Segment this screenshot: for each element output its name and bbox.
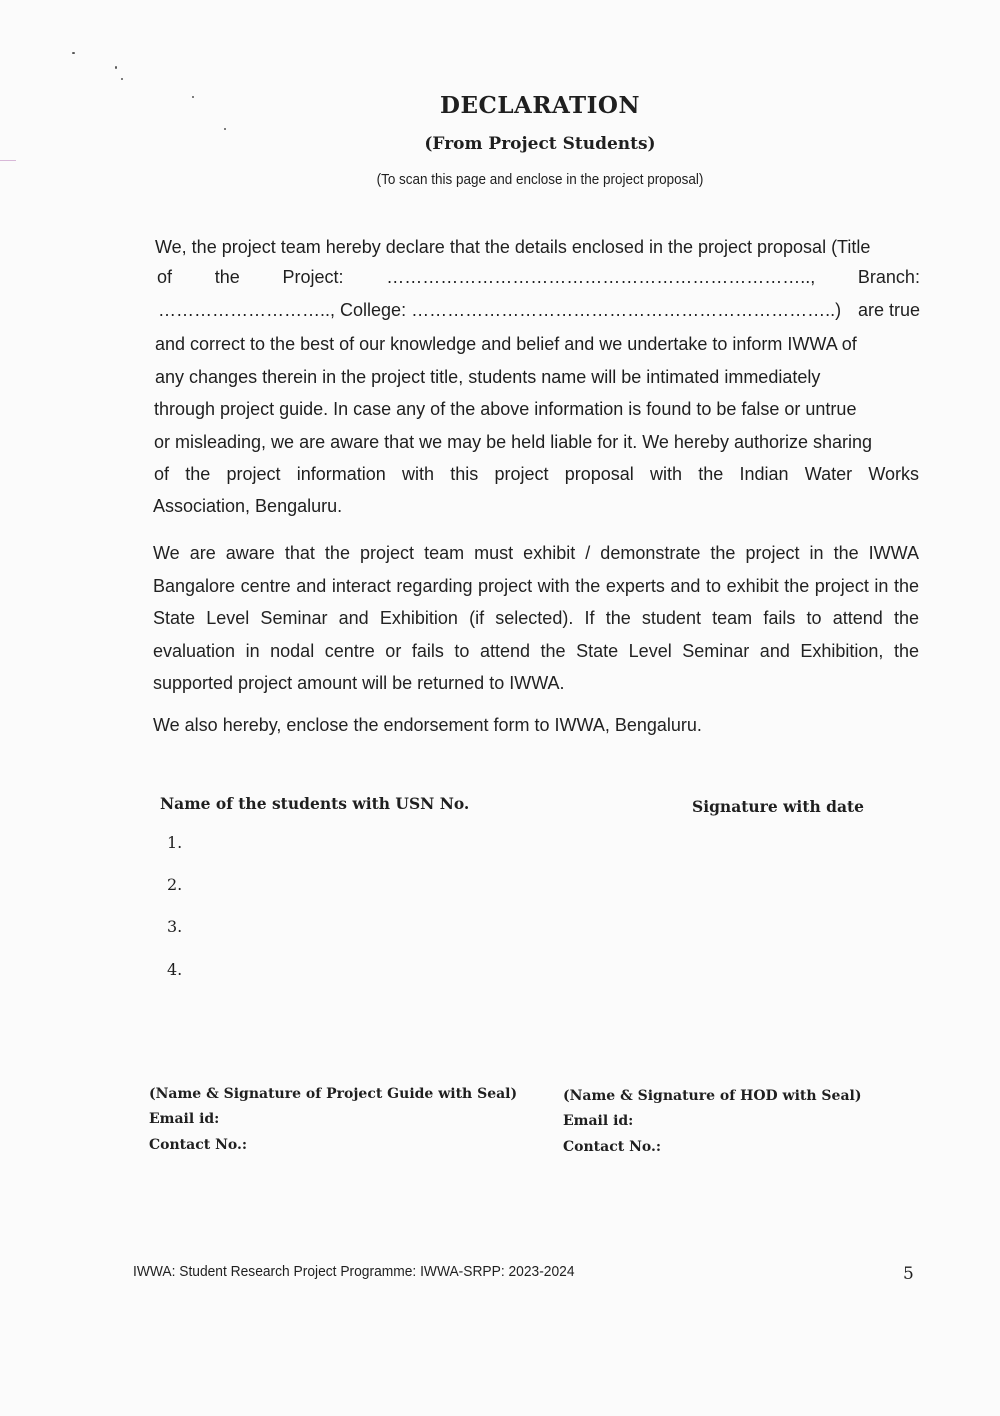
scan-instruction: (To scan this page and enclose in the project proposal) <box>376 172 704 188</box>
declaration-line-4: and correct to the best of our knowledge and belief and we undertake to inform IWWA of <box>155 334 857 354</box>
declaration-line-2 <box>155 267 920 288</box>
guide-signature-title: (Name & Signature of Project Guide with Seal) <box>149 1086 518 1102</box>
declaration-line-7: or misleading, we are aware that we may be held liable for it. We hereby authorize sharing <box>154 432 873 452</box>
declaration-line-3 <box>158 300 920 321</box>
word-of: of <box>157 267 173 287</box>
scan-speck <box>115 66 117 69</box>
footer-programme: IWWA: Student Research Project Programme: IWWA-SRPP: 2023-2024 <box>133 1263 575 1280</box>
scan-speck <box>72 52 75 54</box>
student-row-number: 3. <box>167 917 183 936</box>
hod-signature-title: (Name & Signature of HOD with Seal) <box>563 1088 862 1104</box>
college-blank: ……………………………………………………………..) <box>411 300 842 320</box>
word-the: the <box>214 267 240 287</box>
hod-email-label: Email id: <box>563 1113 634 1129</box>
declaration-line-5: any changes therein in the project title, students name will be intimated immediately <box>155 367 821 387</box>
page-subtitle: (From Project Students) <box>424 134 656 154</box>
declaration-line-1: We, the project team hereby declare that the details enclosed in the project proposal (Title <box>155 237 871 257</box>
scan-edge-mark <box>0 160 16 161</box>
paragraph-exhibition: We are aware that the project team must exhibit / demonstrate the project in the IWWA Bangalore centre and interact regarding project with the experts and to exhibit the project in the State Level Seminar and Exhibition (if selected). If the student team fails to attend the evaluation in nodal centre or fails to attend the State Level Seminar and Exhibition, the supported project amount will be returned to IWWA. <box>153 543 919 693</box>
label-project: Project: <box>282 267 344 287</box>
page-title: DECLARATION <box>440 92 640 119</box>
guide-contact-label: Contact No.: <box>149 1137 247 1153</box>
scan-speck <box>224 128 226 130</box>
students-name-header: Name of the students with USN No. <box>160 794 470 813</box>
student-row-number: 1. <box>167 833 183 852</box>
are-true-text: are true <box>857 300 920 320</box>
paragraph-endorsement: We also hereby, enclose the endorsement form to IWWA, Bengaluru. <box>153 715 702 735</box>
declaration-line-9: Association, Bengaluru. <box>153 496 343 516</box>
student-row-number: 2. <box>167 875 183 894</box>
guide-email-label: Email id: <box>149 1111 220 1127</box>
student-row-number: 4. <box>167 960 183 979</box>
project-title-blank: …………………………………………………………….., <box>386 267 816 287</box>
hod-contact-label: Contact No.: <box>563 1139 661 1155</box>
page-number: 5 <box>903 1264 914 1284</box>
declaration-line-6: through project guide. In case any of the above information is found to be false or untrue <box>154 399 857 419</box>
label-college: College: <box>340 300 407 320</box>
declaration-line-8 <box>154 464 919 485</box>
scan-speck <box>121 78 123 80</box>
label-branch: Branch: <box>857 267 920 287</box>
signature-header: Signature with date <box>692 797 865 816</box>
branch-blank: ……………………….., <box>158 300 336 320</box>
declaration-line-8-text: of the project information with this project proposal with the Indian Water Works <box>154 464 919 484</box>
